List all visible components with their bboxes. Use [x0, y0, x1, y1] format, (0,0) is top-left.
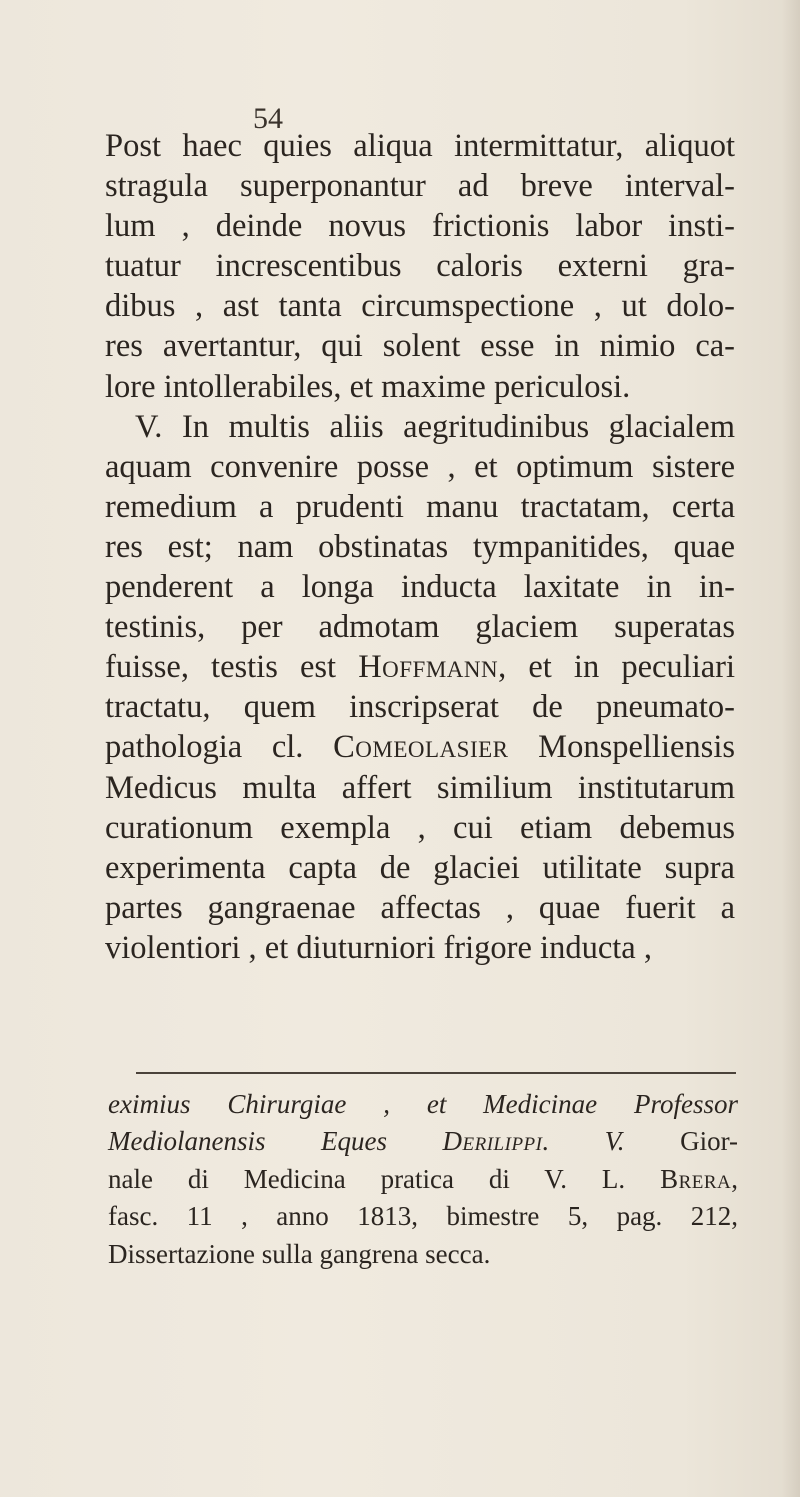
- text-line: tractatu, quem inscripserat de pneumato-: [105, 689, 735, 726]
- text-line: lore intollerabiles, et maxime periculosi.: [105, 368, 631, 405]
- text-line: Medicus multa affert similium institutarum: [105, 769, 735, 806]
- text-line: curationum exempla , cui etiam debemus: [105, 809, 735, 846]
- text-line: res est; nam obstinatas tympanitides, quae: [105, 528, 735, 565]
- text-line: experimenta capta de glaciei utilitate supra: [105, 849, 735, 886]
- footnote-fragment: Gior-: [624, 1126, 739, 1157]
- text-fragment: pathologia cl.: [105, 729, 334, 766]
- text-line: penderent a longa inducta laxitate in in-: [105, 569, 735, 606]
- footnote-fragment: ,: [731, 1163, 738, 1194]
- text-line: V. In multis aliis aegritudinibus glacialem: [135, 408, 735, 445]
- text-fragment: , et in peculiari: [498, 649, 736, 686]
- text-line: [105, 727, 735, 767]
- footnote-divider: [136, 1072, 736, 1074]
- text-line: testinis, per admotam glaciem superatas: [105, 609, 735, 646]
- text-line: remedium a prudenti manu tractatam, certa: [105, 488, 735, 525]
- text-line: [105, 647, 735, 687]
- text-line: violentiori , et diuturniori frigore inducta ,: [105, 929, 652, 966]
- text-line: stragula superponantur ad breve interval-: [105, 168, 735, 205]
- footnote-fragment: eximius Chirurgiae , et Medicinae Professor: [108, 1089, 738, 1119]
- page-number: 54: [253, 102, 283, 135]
- footnote-line: Dissertazione sulla gangrena secca.: [108, 1238, 491, 1269]
- footnote-line: [108, 1161, 738, 1198]
- text-fragment: fuisse, testis est: [105, 649, 359, 686]
- text-fragment: Monspelliensis: [508, 729, 735, 766]
- text-line: aquam convenire posse , et optimum sistere: [105, 448, 735, 485]
- text-line: tuatur increscentibus caloris externi gra-: [105, 248, 735, 285]
- author-name: Hoffmann: [358, 649, 499, 686]
- footnote-fragment: nale di Medicina pratica di V. L.: [108, 1163, 661, 1194]
- footnote-fragment: Mediolanensis Eques: [108, 1126, 443, 1157]
- footnote-fragment: . V.: [542, 1126, 625, 1157]
- text-line: partes gangraenae affectas , quae fuerit a: [105, 889, 735, 926]
- text-line: Post haec quies aliqua intermittatur, aliquot: [105, 128, 735, 164]
- main-text-block: [105, 126, 735, 968]
- author-name: Brera: [660, 1163, 732, 1194]
- page-edge-shadow: [782, 0, 800, 1497]
- text-line: dibus , ast tanta circumspectione , ut dolo-: [105, 288, 735, 325]
- footnote-block: [108, 1086, 738, 1273]
- text-line: lum , deinde novus frictionis labor insti-: [105, 208, 735, 245]
- author-name: Comeolasier: [333, 729, 509, 766]
- footnote-line: [108, 1086, 738, 1123]
- footnote-line: fasc. 11 , anno 1813, bimestre 5, pag. 212,: [108, 1201, 738, 1232]
- author-name: Derilippi: [442, 1126, 543, 1157]
- text-line: res avertantur, qui solent esse in nimio ca-: [105, 328, 735, 365]
- footnote-line: [108, 1123, 738, 1160]
